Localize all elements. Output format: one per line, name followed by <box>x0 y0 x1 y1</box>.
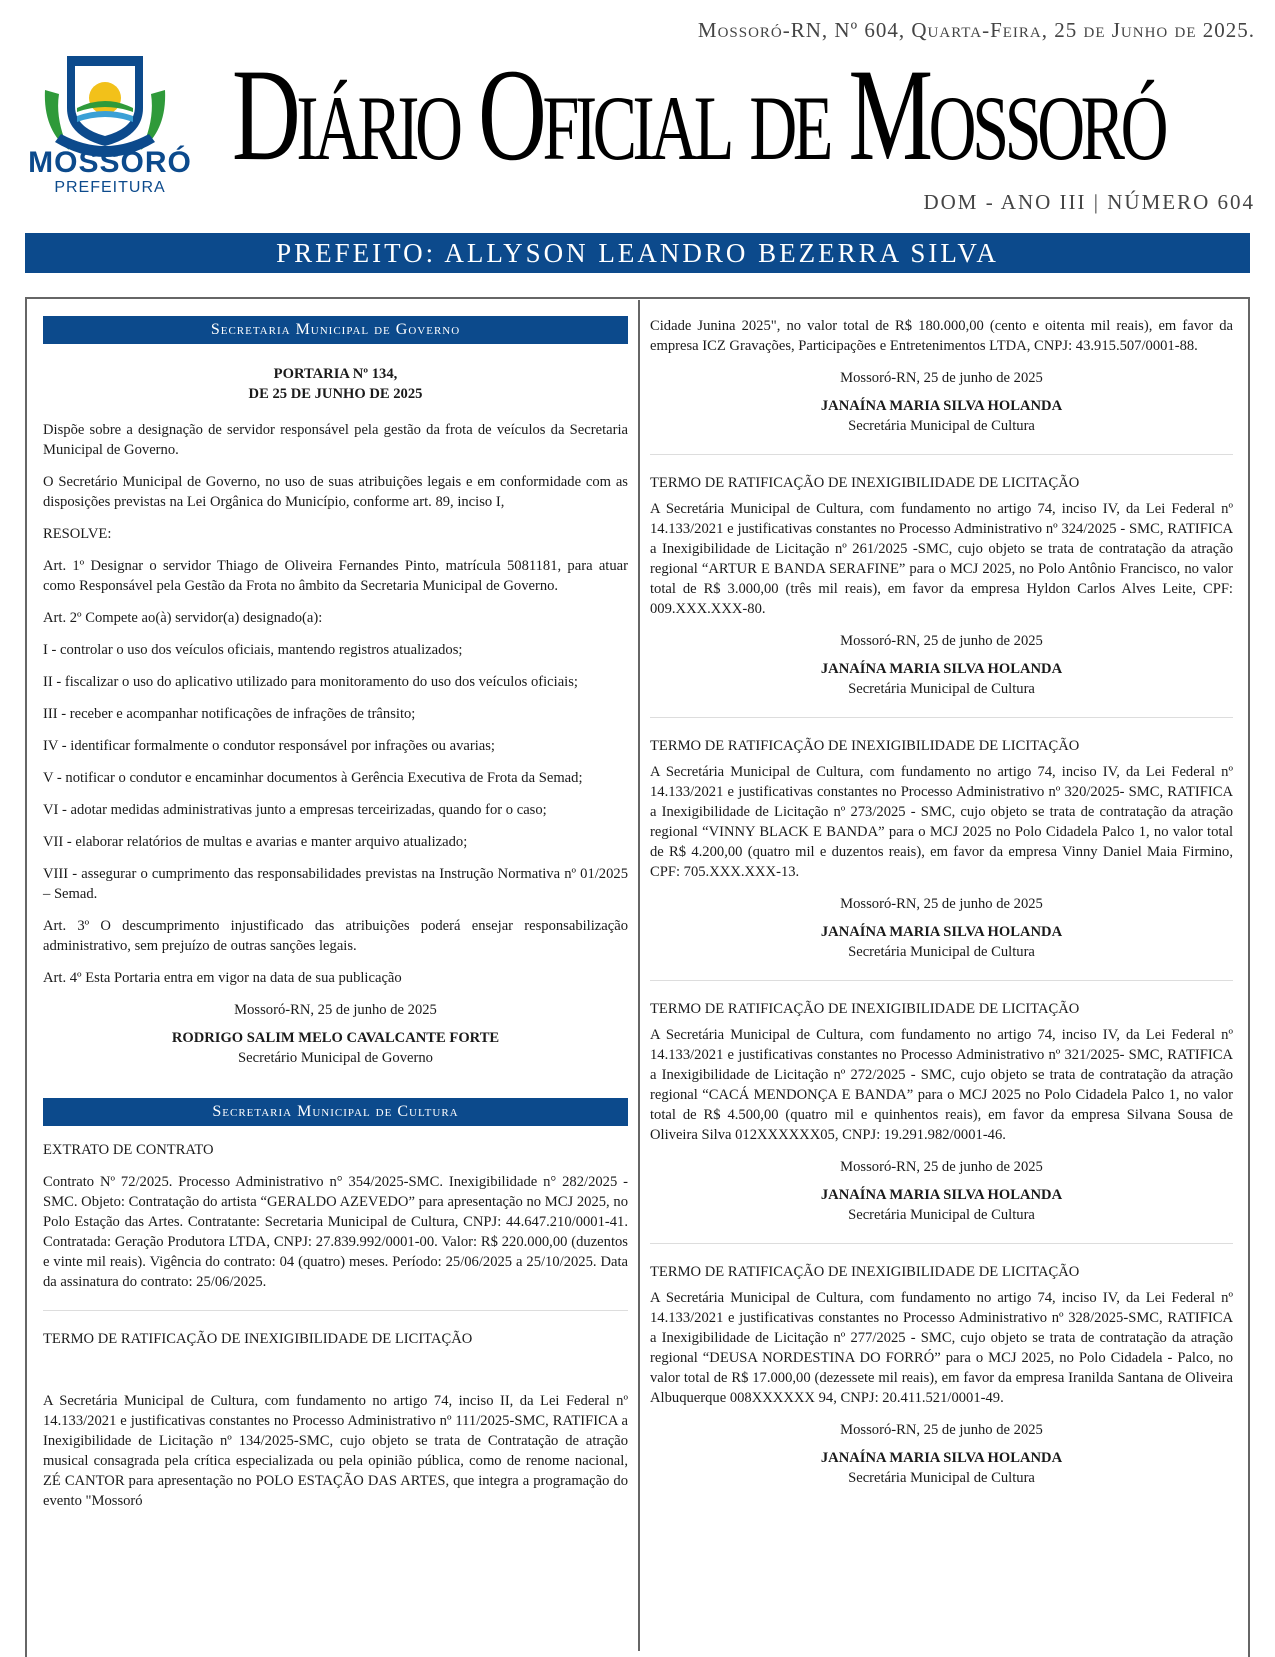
divider <box>650 980 1233 981</box>
signature-role: Secretária Municipal de Cultura <box>848 1207 1035 1223</box>
signature-date: Mossoró-RN, 25 de junho de 2025 <box>840 370 1043 386</box>
divider <box>650 717 1233 718</box>
termo-text: A Secretária Municipal de Cultura, com fundamento no artigo 74, inciso IV, da Lei Federal nº 14.133/2021 e justificativas constantes no Processo Administrativo nº 320/2025- SMC, RATIFICA a Inexigibilidade de Licitação nº 273/2025 - SMC, cujo objeto se trata de contratação da atração regional “VINNY BLACK E BANDA” para o MCJ 2025 no Polo Cidadela Palco 1, no valor total de R$ 4.200,00 (quatro mil e duzentos reais), em favor da empresa Vinny Daniel Maia Firmino, CPF: 705.XXX.XXX-13. <box>650 764 1233 880</box>
prefeito-banner: PREFEITO: ALLYSON LEANDRO BEZERRA SILVA <box>25 233 1250 273</box>
paragraph: Art. 4º Esta Portaria entra em vigor na data de sua publicação <box>43 970 402 986</box>
signature-name: JANAÍNA MARIA SILVA HOLANDA <box>820 924 1063 940</box>
signature-role: Secretária Municipal de Cultura <box>848 1470 1035 1486</box>
paragraph: VI - adotar medidas administrativas junto a empresas terceirizadas, quando for o caso; <box>43 802 547 818</box>
paragraph: III - receber e acompanhar notificações de infrações de trânsito; <box>43 706 416 722</box>
paragraph: II - fiscalizar o uso do aplicativo utilizado para monitoramento do uso dos veículos oficiais; <box>43 674 578 690</box>
signature-role: Secretária Municipal de Cultura <box>848 681 1035 697</box>
divider <box>650 1243 1233 1244</box>
paragraph: Dispõe sobre a designação de servidor responsável pela gestão da frota de veículos da Secretaria Municipal de Governo. <box>43 422 628 458</box>
termo-title: TERMO DE RATIFICAÇÃO DE INEXIGIBILIDADE DE LICITAÇÃO <box>650 738 1080 754</box>
signature-date: Mossoró-RN, 25 de junho de 2025 <box>840 896 1043 912</box>
termo-text: A Secretária Municipal de Cultura, com fundamento no artigo 74, inciso II, da Lei Federal nº 14.133/2021 e justificativas constantes no Processo Administrativo nº 111/2025-SMC, RATIFICA a Inexigibilidade de Licitação nº 134/2025-SMC, cujo objeto se trata de Contratação de atração musical consagrada pela crítica especializada ou pela opinião pública, como de renome nacional, ZÉ CANTOR para apresentação no POLO ESTAÇÃO DAS ARTES, que integra a programação do evento "Mossoró <box>43 1393 628 1509</box>
signature-date: Mossoró-RN, 25 de junho de 2025 <box>840 633 1043 649</box>
termo-text: A Secretária Municipal de Cultura, com fundamento no artigo 74, inciso IV, da Lei Federal nº 14.133/2021 e justificativas constantes no Processo Administrativo nº 328/2025-SMC, RATIFICA a Inexigibilidade de Licitação nº 277/2025 - SMC, cujo objeto se trata de contratação da atração regional “DEUSA NORDESTINA DO FORRÓ” para o MCJ 2025, no Polo Cidadela - Palco, no valor total de R$ 17.000,00 (dezessete mil reais), em favor da empresa Iranilda Santana de Oliveira Albuquerque 008XXXXXX 94, CNPJ: 20.411.521/0001-49. <box>650 1290 1233 1406</box>
signature-date: Mossoró-RN, 25 de junho de 2025 <box>840 1159 1043 1175</box>
portaria-number: PORTARIA Nº 134, <box>273 366 398 382</box>
signature-role: Secretária Municipal de Cultura <box>848 944 1035 960</box>
paragraph: Art. 3º O descumprimento injustificado das atribuições poderá ensejar responsabilização administrativo, sem prejuízo de outras sanções legais. <box>43 918 628 954</box>
masthead-title: Diário Oficial de Mossoró <box>232 41 1165 188</box>
termo-title: TERMO DE RATIFICAÇÃO DE INEXIGIBILIDADE DE LICITAÇÃO <box>650 1264 1080 1280</box>
paragraph: V - notificar o condutor e encaminhar documentos à Gerência Executiva de Frota da Semad; <box>43 770 583 786</box>
header-date: Mossoró-RN, Nº 604, Quarta-Feira, 25 de Junho de 2025. <box>697 18 1255 42</box>
paragraph: VIII - assegurar o cumprimento das responsabilidades previstas na Instrução Normativa nº 01/2025 – Semad. <box>43 866 628 902</box>
paragraph: RESOLVE: <box>43 526 112 542</box>
continued-text: Cidade Junina 2025", no valor total de R$ 180.000,00 (cento e oitenta mil reais), em favor da empresa ICZ Gravações, Participações e Entretenimentos LTDA, CNPJ: 43.915.507/0001-88. <box>650 318 1233 354</box>
paragraph: Art. 1º Designar o servidor Thiago de Oliveira Fernandes Pinto, matrícula 5081181, para atuar como Responsável pela Gestão da Frota no âmbito da Secretaria Municipal de Governo. <box>43 558 628 594</box>
paragraph: Art. 2º Compete ao(à) servidor(a) designado(a): <box>43 610 323 626</box>
signature-date: Mossoró-RN, 25 de junho de 2025 <box>234 1002 437 1018</box>
signature-role: Secretária Municipal de Cultura <box>848 418 1035 434</box>
paragraph: IV - identificar formalmente o condutor responsável por infrações ou avarias; <box>43 738 495 754</box>
termo-title: TERMO DE RATIFICAÇÃO DE INEXIGIBILIDADE DE LICITAÇÃO <box>43 1331 473 1347</box>
termo-text: A Secretária Municipal de Cultura, com fundamento no artigo 74, inciso IV, da Lei Federal nº 14.133/2021 e justificativas constantes no Processo Administrativo nº 324/2025 - SMC, RATIFICA a Inexigibilidade de Licitação nº 261/2025 -SMC, cujo objeto se trata de contratação da atração regional “ARTUR E BANDA SERAFINE” para o MCJ 2025, no Polo Antônio Francisco, no valor total de R$ 3.000,00 (três mil reais), em favor da empresa Hyldon Carlos Alves Leite, CPF: 009.XXX.XXX-80. <box>650 501 1233 617</box>
divider <box>650 454 1233 455</box>
section-header-governo: Secretaria Municipal de Governo <box>43 316 628 344</box>
termo-title: TERMO DE RATIFICAÇÃO DE INEXIGIBILIDADE DE LICITAÇÃO <box>650 1001 1080 1017</box>
edition-line: DOM - ANO III | NÚMERO 604 <box>923 190 1255 214</box>
termo-text: A Secretária Municipal de Cultura, com fundamento no artigo 74, inciso IV, da Lei Federal nº 14.133/2021 e justificativas constantes no Processo Administrativo nº 321/2025- SMC, RATIFICA a Inexigibilidade de Licitação nº 272/2025 - SMC, cujo objeto se trata de contratação da atração regional “CACÁ MENDONÇA E BANDA” para o MCJ 2025 no Polo Cidadela Palco 1, no valor total de R$ 4.500,00 (quatro mil e quinhentos reais), em favor da empresa Silvana Sousa de Oliveira Silva 012XXXXXX05, CNPJ: 19.291.982/0001-46. <box>650 1027 1233 1143</box>
signature-name: JANAÍNA MARIA SILVA HOLANDA <box>820 1450 1063 1466</box>
signature-name: RODRIGO SALIM MELO CAVALCANTE FORTE <box>171 1030 500 1046</box>
termo-title: TERMO DE RATIFICAÇÃO DE INEXIGIBILIDADE DE LICITAÇÃO <box>650 475 1080 491</box>
signature-date: Mossoró-RN, 25 de junho de 2025 <box>840 1422 1043 1438</box>
signature-name: JANAÍNA MARIA SILVA HOLANDA <box>820 1187 1063 1203</box>
extrato-title: EXTRATO DE CONTRATO <box>43 1142 214 1158</box>
paragraph: VII - elaborar relatórios de multas e avarias e manter arquivo atualizado; <box>43 834 468 850</box>
signature-name: JANAÍNA MARIA SILVA HOLANDA <box>820 661 1063 677</box>
extrato-text: Contrato Nº 72/2025. Processo Administrativo n° 354/2025-SMC. Inexigibilidade n° 282/2025 - SMC. Objeto: Contratação do artista “GERALDO AZEVEDO” para apresentação no MCJ 2025, no Polo Estação das Artes. Contratante: Secretaria Municipal de Cultura, CNPJ: 44.647.210/0001-41. Contratada: Geração Produtora LTDA, CNPJ: 27.839.992/0001-00. Valor: R$ 220.000,00 (duzentos e vinte mil reais). Vigência do contrato: 04 (quatro) meses. Período: 25/06/2025 a 25/10/2025. Data da assinatura do contrato: 25/06/2025. <box>43 1174 628 1290</box>
logo-name: MOSSORÓ <box>28 146 192 179</box>
portaria-date: DE 25 DE JUNHO DE 2025 <box>248 386 423 402</box>
portaria-title <box>43 364 628 404</box>
signature-name: JANAÍNA MARIA SILVA HOLANDA <box>820 398 1063 414</box>
mossoro-logo <box>25 50 205 210</box>
column-divider <box>638 300 640 1651</box>
section-header-cultura: Secretaria Municipal de Cultura <box>43 1098 628 1126</box>
right-column <box>650 316 1233 1488</box>
signature-role: Secretário Municipal de Governo <box>238 1050 433 1066</box>
paragraph: O Secretário Municipal de Governo, no uso de suas atribuições legais e em conformidade com as disposições previstas na Lei Orgânica do Município, conforme art. 89, inciso I, <box>43 474 628 510</box>
logo-sub: PREFEITURA <box>54 179 166 196</box>
divider <box>43 1310 628 1311</box>
paragraph: I - controlar o uso dos veículos oficiais, mantendo registros atualizados; <box>43 642 463 658</box>
left-column <box>43 316 628 1523</box>
